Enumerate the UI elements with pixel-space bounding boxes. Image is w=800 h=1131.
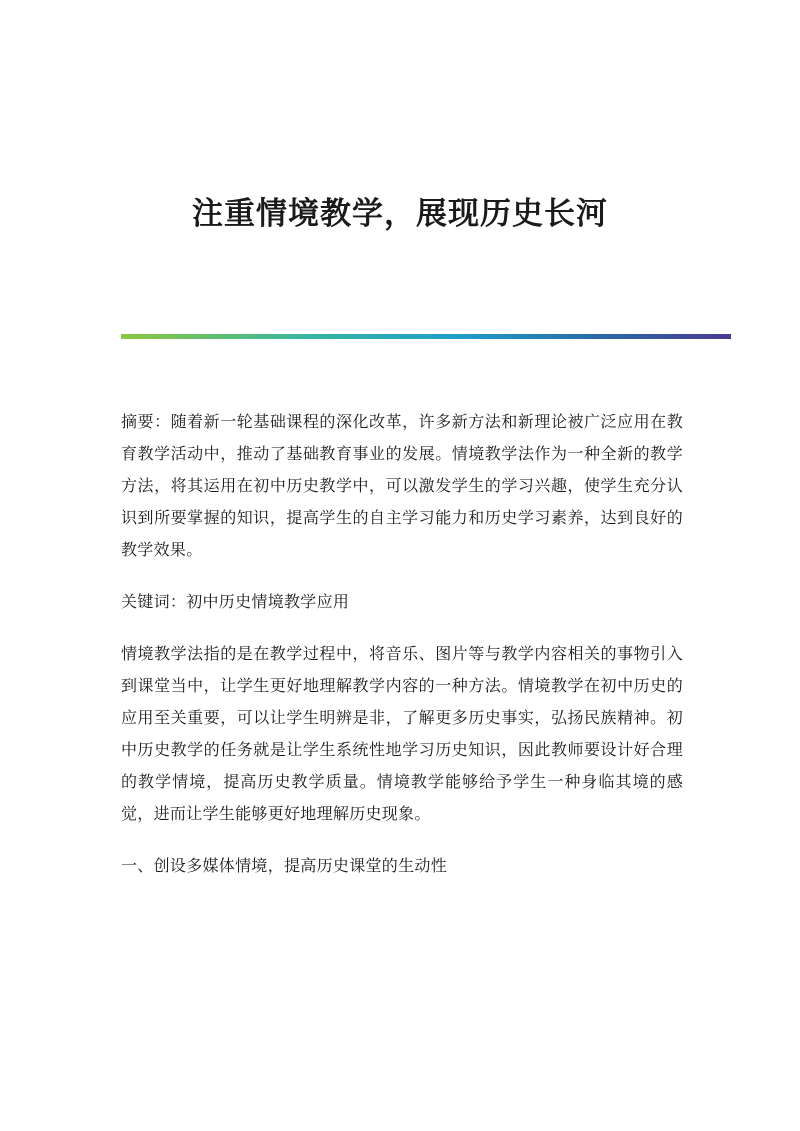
keywords-paragraph: 关键词：初中历史情境教学应用 xyxy=(121,592,350,611)
abstract-paragraph: 摘要：随着新一轮基础课程的深化改革，许多新方法和新理论被广泛应用在教育教学活动中，推动了基础教育事业的发展。情境教学法作为一种全新的教学方法，将其运用在初中历史教学中，可以激发学生的学习兴趣，使学生充分认识到所要掌握的知识，提高学生的自主学习能力和历史学习素养，达到良好的教学效果。 xyxy=(121,412,683,559)
title-divider xyxy=(121,334,731,339)
section-heading: 一、创设多媒体情境，提高历史课堂的生动性 xyxy=(121,856,448,875)
intro-paragraph: 情境教学法指的是在教学过程中，将音乐、图片等与教学内容相关的事物引入到课堂当中，让学生更好地理解教学内容的一种方法。情境教学在初中历史的应用至关重要，可以让学生明辨是非，了解更多历史事实，弘扬民族精神。初中历史教学的任务就是让学生系统性地学习历史知识，因此教师要设计好合理的教学情境，提高历史教学质量。情境教学能够给予学生一种身临其境的感觉，进而让学生能够更好地理解历史现象。 xyxy=(121,644,683,823)
document-title: 注重情境教学，展现历史长河 xyxy=(192,196,608,232)
document-body xyxy=(121,406,683,902)
